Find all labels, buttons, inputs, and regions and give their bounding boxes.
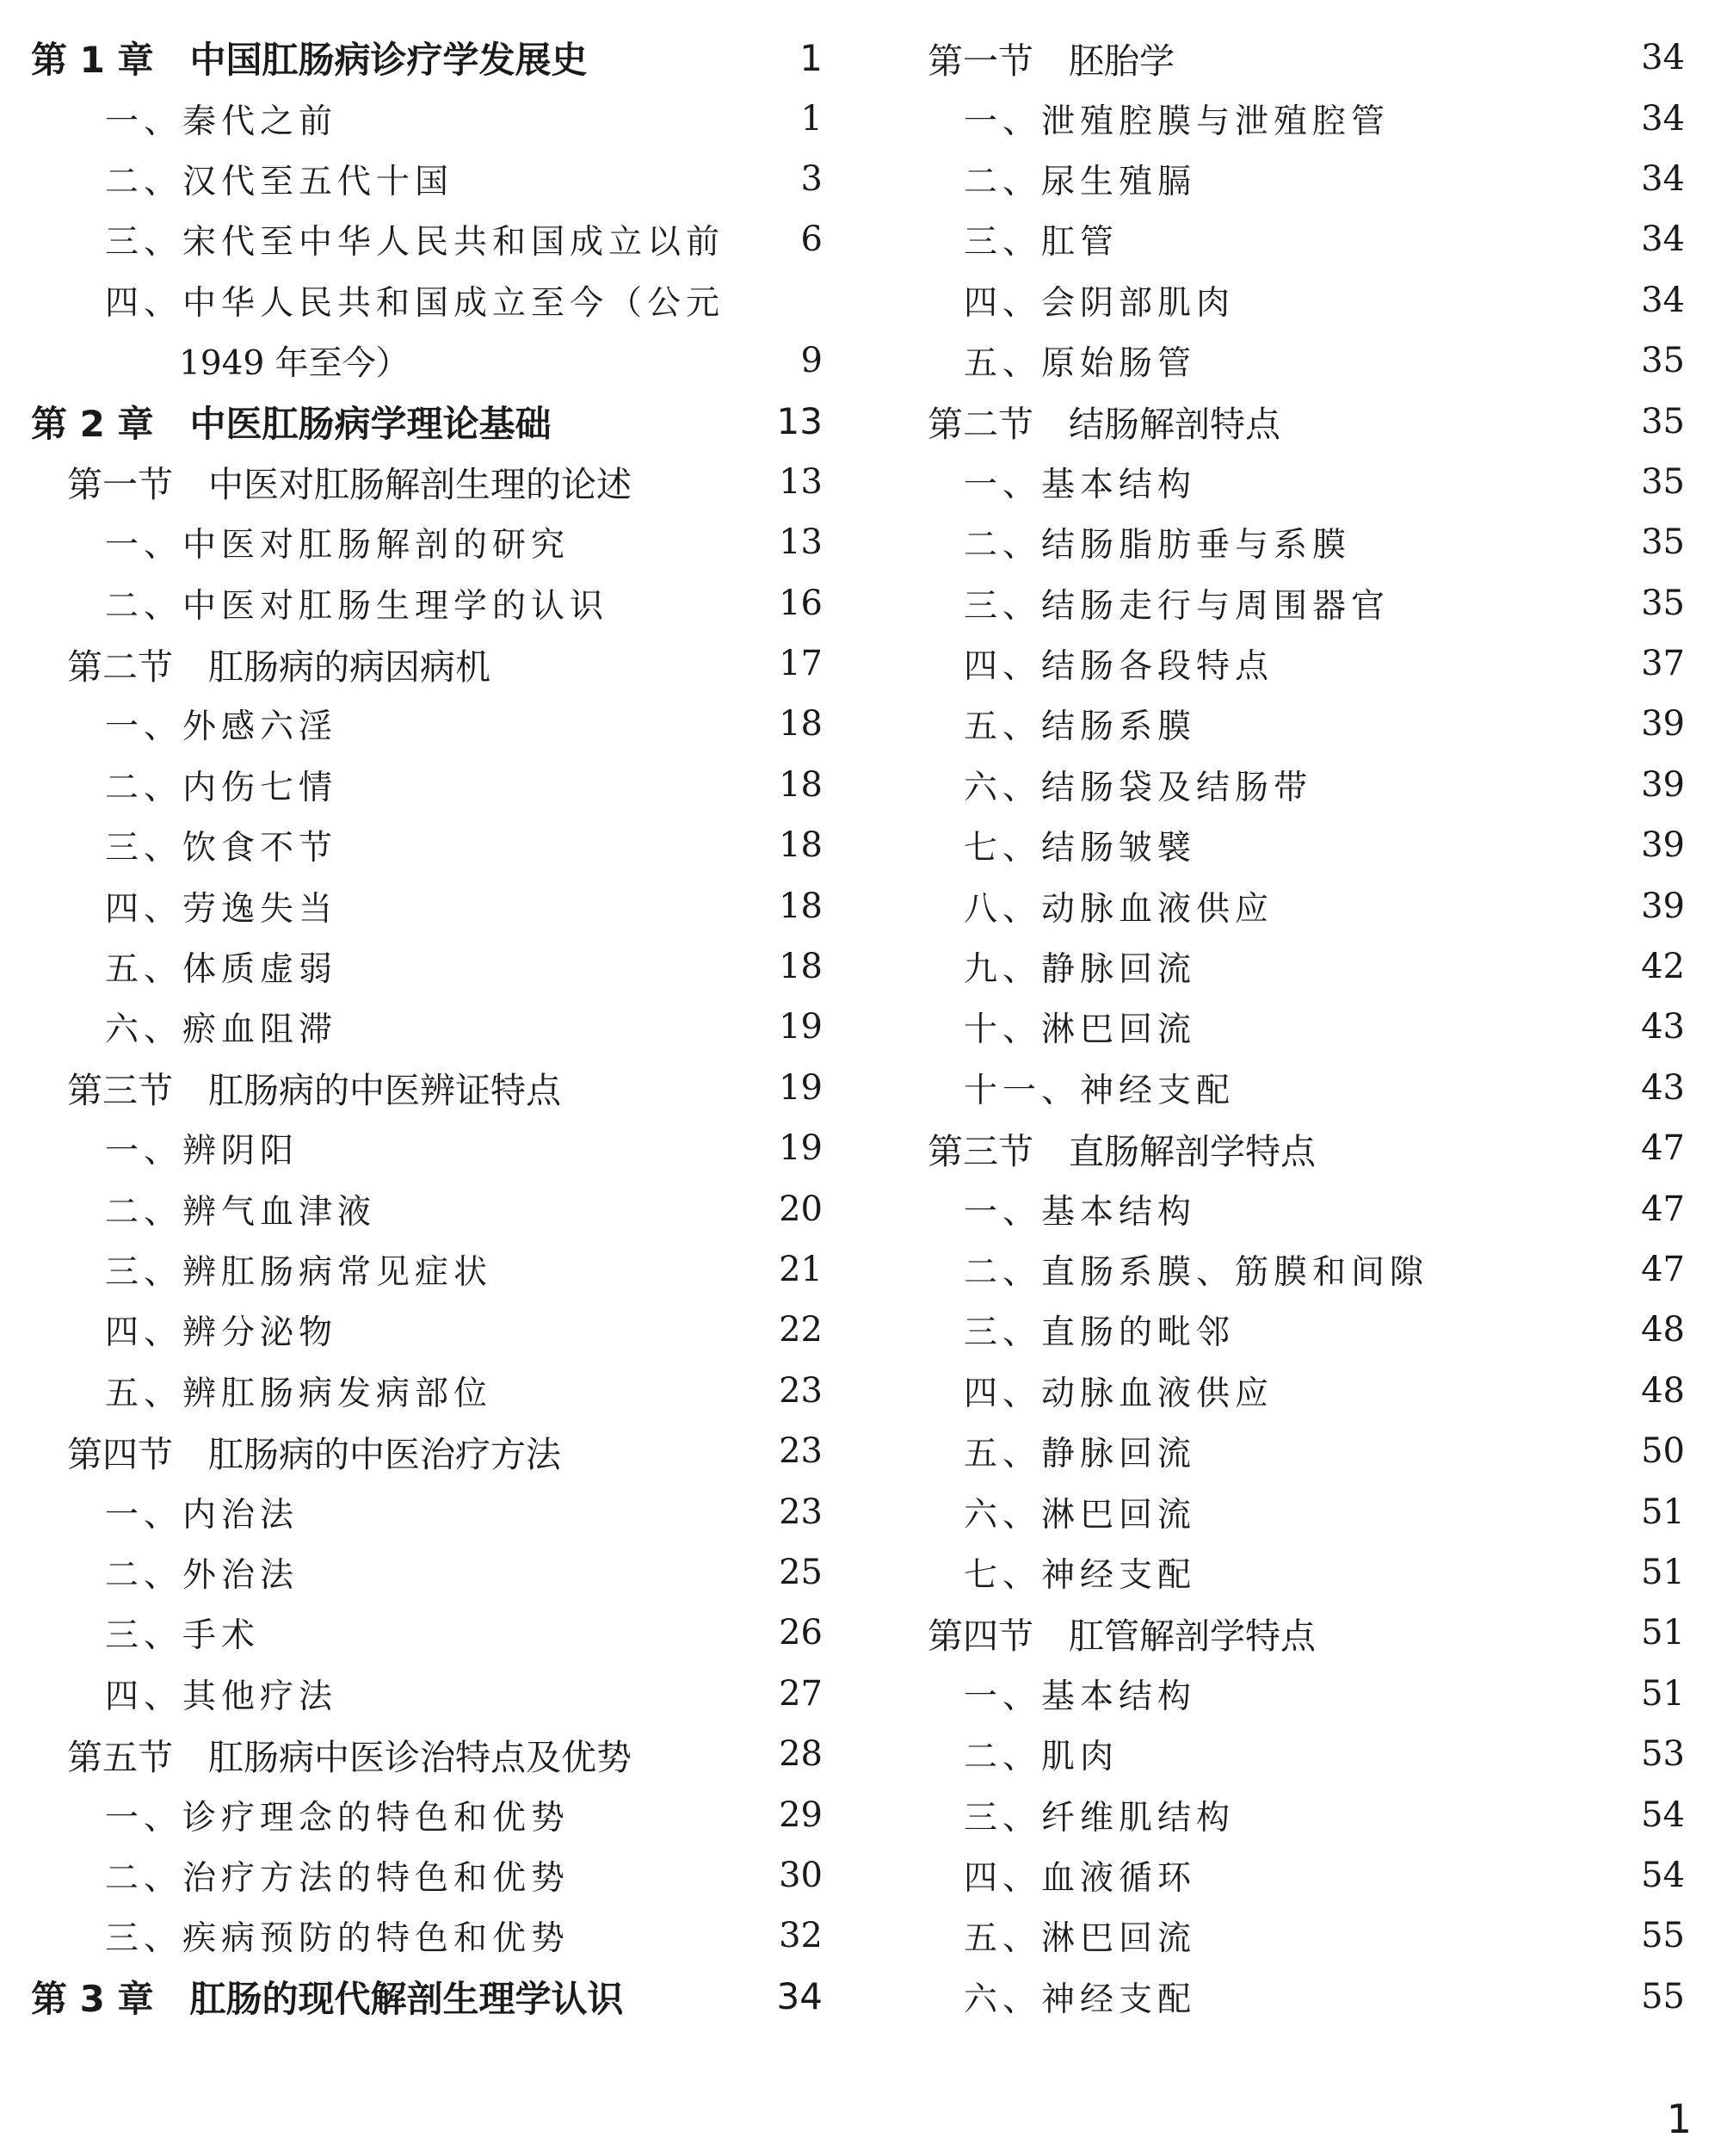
- toc-item-entry[interactable]: [31, 1906, 823, 1966]
- toc-entry-page: 55: [1641, 1916, 1685, 1956]
- toc-entry-title: 二、直肠系膜、筋膜和间隙: [964, 1253, 1429, 1292]
- toc-item-entry[interactable]: [928, 1481, 1685, 1541]
- toc-entry-page: 27: [779, 1673, 823, 1714]
- toc-item-entry[interactable]: [31, 512, 823, 572]
- toc-item-entry[interactable]: [31, 1239, 823, 1300]
- toc-item-entry[interactable]: [31, 1784, 823, 1844]
- toc-entry-title: 一、泄殖腔膜与泄殖腔管: [964, 102, 1391, 141]
- toc-item-entry[interactable]: [928, 1542, 1685, 1603]
- toc-item-entry[interactable]: [928, 1421, 1685, 1481]
- toc-item-entry[interactable]: [31, 573, 823, 633]
- toc-entry-title: 一、诊疗理念的特色和优势: [105, 1798, 571, 1838]
- toc-item-entry[interactable]: [31, 1542, 823, 1603]
- toc-entry-title: 七、神经支配: [964, 1555, 1197, 1595]
- toc-entry-page: 35: [1641, 522, 1685, 563]
- toc-entry-title: 五、静脉回流: [964, 1435, 1197, 1474]
- toc-entry-title: 三、疾病预防的特色和优势: [105, 1919, 571, 1959]
- toc-entry-title: 三、结肠走行与周围器官: [964, 586, 1391, 626]
- toc-chapter-entry[interactable]: [31, 28, 823, 88]
- toc-item-entry[interactable]: [928, 1664, 1685, 1724]
- toc-entry-page: 48: [1641, 1370, 1685, 1411]
- toc-item-entry[interactable]: [928, 1906, 1685, 1966]
- toc-section-entry[interactable]: [31, 633, 823, 694]
- toc-entry-title: 一、辨阴阳: [105, 1132, 299, 1171]
- toc-item-entry[interactable]: [31, 331, 823, 391]
- toc-entry-page: 20: [779, 1189, 823, 1229]
- toc-entry-title: 一、外感六淫: [105, 707, 338, 747]
- toc-item-entry[interactable]: [31, 755, 823, 815]
- toc-entry-page: 34: [1641, 98, 1685, 139]
- toc-entry-title: 1949 年至今）: [179, 344, 410, 384]
- toc-entry-page: 21: [779, 1250, 823, 1289]
- toc-entry-page: 51: [1641, 1552, 1685, 1592]
- toc-entry-title: 二、汉代至五代十国: [105, 162, 454, 201]
- toc-entry-title: 二、治疗方法的特色和优势: [105, 1858, 571, 1898]
- toc-entry-title: 二、尿生殖膈: [964, 162, 1197, 201]
- toc-entry-page: 18: [779, 704, 823, 744]
- toc-item-entry[interactable]: [928, 1178, 1685, 1239]
- toc-entry-title: 六、神经支配: [964, 1980, 1197, 2019]
- toc-entry-title: 五、结肠系膜: [964, 707, 1197, 747]
- toc-item-entry[interactable]: [31, 875, 823, 936]
- toc-entry-title: 八、动脉血液供应: [964, 889, 1274, 929]
- toc-entry-page: 47: [1641, 1128, 1685, 1169]
- toc-entry-page: 48: [1641, 1310, 1685, 1350]
- toc-entry-page: 39: [1641, 886, 1685, 926]
- toc-entry-page: 35: [1641, 401, 1685, 442]
- toc-item-entry[interactable]: [31, 270, 823, 331]
- toc-item-entry[interactable]: [928, 936, 1685, 997]
- toc-item-entry[interactable]: [928, 1845, 1685, 1906]
- toc-entry-title: 三、手术: [105, 1616, 261, 1656]
- toc-entry-page: 35: [1641, 583, 1685, 623]
- toc-entry-page: 18: [779, 886, 823, 926]
- toc-entry-title: 第二节 结肠解剖特点: [928, 404, 1280, 446]
- toc-section-entry[interactable]: [31, 1421, 823, 1481]
- toc-entry-page: 3: [800, 158, 823, 199]
- toc-entry-title: 三、直肠的毗邻: [964, 1313, 1236, 1353]
- toc-item-entry[interactable]: [928, 1967, 1685, 2027]
- toc-item-entry[interactable]: [928, 1058, 1685, 1118]
- toc-item-entry[interactable]: [31, 209, 823, 269]
- page-number: 1: [1666, 2096, 1692, 2142]
- toc-entry-page: 51: [1641, 1673, 1685, 1714]
- toc-entry-title: 五、体质虚弱: [105, 950, 338, 990]
- toc-section-entry[interactable]: [31, 1058, 823, 1118]
- toc-item-entry[interactable]: [31, 1481, 823, 1541]
- toc-entry-title: 六、淋巴回流: [964, 1495, 1197, 1535]
- toc-item-entry[interactable]: [928, 88, 1685, 148]
- toc-entry-page: 6: [800, 219, 823, 260]
- toc-entry-title: 第 2 章 中医肛肠病学理论基础: [31, 402, 552, 445]
- toc-item-entry[interactable]: [31, 1300, 823, 1360]
- toc-item-entry[interactable]: [31, 1178, 823, 1239]
- toc-entry-page: 13: [779, 522, 823, 563]
- toc-entry-title: 二、辨气血津液: [105, 1192, 377, 1232]
- toc-item-entry[interactable]: [928, 815, 1685, 875]
- toc-entry-page: 35: [1641, 461, 1685, 502]
- toc-entry-page: 34: [1641, 219, 1685, 260]
- toc-entry-page: 34: [1641, 280, 1685, 320]
- toc-entry-title: 六、结肠袋及结肠带: [964, 768, 1313, 807]
- toc-entry-page: 47: [1641, 1189, 1685, 1229]
- toc-item-entry[interactable]: [31, 88, 823, 148]
- toc-entry-title: 一、秦代之前: [105, 102, 338, 141]
- toc-section-entry[interactable]: [928, 391, 1685, 451]
- toc-item-entry[interactable]: [928, 997, 1685, 1057]
- toc-entry-page: 23: [779, 1492, 823, 1532]
- toc-entry-title: 四、会阴部肌肉: [964, 283, 1236, 323]
- toc-entry-page: 18: [779, 825, 823, 866]
- toc-right-column: [928, 28, 1685, 2027]
- toc-entry-title: 六、瘀血阻滞: [105, 1010, 338, 1050]
- toc-entry-page: 51: [1641, 1492, 1685, 1532]
- toc-entry-page: 23: [779, 1431, 823, 1472]
- toc-entry-title: 二、内伤七情: [105, 768, 338, 807]
- toc-entry-page: 13: [779, 461, 823, 502]
- toc-entry-title: 十一、神经支配: [964, 1071, 1236, 1110]
- toc-entry-page: 39: [1641, 704, 1685, 744]
- toc-item-entry[interactable]: [31, 1845, 823, 1906]
- toc-entry-title: 第五节 肛肠病中医诊治特点及优势: [67, 1736, 632, 1778]
- toc-section-entry[interactable]: [928, 1118, 1685, 1178]
- toc-entry-title: 二、肌肉: [964, 1738, 1120, 1777]
- toc-entry-page: 37: [1641, 644, 1685, 684]
- toc-entry-title: 第四节 肛肠病的中医治疗方法: [67, 1433, 561, 1475]
- toc-left-column: [31, 28, 823, 2027]
- toc-entry-title: 第 1 章 中国肛肠病诊疗学发展史: [31, 39, 588, 82]
- toc-entry-title: 十、淋巴回流: [964, 1010, 1197, 1050]
- toc-entry-title: 第三节 肛肠病的中医辨证特点: [67, 1070, 561, 1112]
- toc-entry-title: 三、肛管: [964, 223, 1120, 263]
- toc-entry-page: 34: [1641, 38, 1685, 78]
- toc-item-entry[interactable]: [928, 452, 1685, 512]
- toc-item-entry[interactable]: [928, 331, 1685, 391]
- toc-entry-title: 第四节 肛管解剖学特点: [928, 1615, 1316, 1657]
- toc-entry-title: 二、中医对肛肠生理学的认识: [105, 586, 609, 626]
- toc-entry-page: 39: [1641, 764, 1685, 805]
- toc-item-entry[interactable]: [31, 1361, 823, 1421]
- toc-entry-page: 51: [1641, 1613, 1685, 1653]
- toc-item-entry[interactable]: [928, 1300, 1685, 1360]
- toc-entry-title: 三、辨肛肠病常见症状: [105, 1253, 493, 1292]
- toc-entry-page: 1: [800, 98, 823, 139]
- toc-entry-title: 四、辨分泌物: [105, 1313, 338, 1353]
- toc-entry-page: 50: [1641, 1431, 1685, 1472]
- toc-entry-page: 43: [1641, 1007, 1685, 1047]
- toc-entry-title: 二、外治法: [105, 1555, 299, 1595]
- toc-section-entry[interactable]: [928, 1603, 1685, 1663]
- toc-entry-page: 34: [1641, 158, 1685, 199]
- toc-entry-title: 五、辨肛肠病发病部位: [105, 1374, 493, 1413]
- toc-entry-page: 54: [1641, 1795, 1685, 1835]
- toc-entry-title: 四、动脉血液供应: [964, 1374, 1274, 1413]
- toc-item-entry[interactable]: [928, 694, 1685, 754]
- toc-entry-title: 五、原始肠管: [964, 344, 1197, 384]
- toc-entry-page: 17: [779, 644, 823, 684]
- toc-entry-title: 四、结肠各段特点: [964, 647, 1274, 687]
- toc-item-entry[interactable]: [928, 1724, 1685, 1784]
- toc-entry-page: 23: [779, 1370, 823, 1411]
- toc-entry-page: 47: [1641, 1250, 1685, 1289]
- toc-item-entry[interactable]: [928, 875, 1685, 936]
- toc-item-entry[interactable]: [928, 573, 1685, 633]
- toc-item-entry[interactable]: [31, 149, 823, 209]
- toc-entry-title: 七、结肠皱襞: [964, 829, 1197, 868]
- toc-entry-page: 18: [779, 947, 823, 987]
- toc-entry-page: 28: [779, 1734, 823, 1775]
- toc-entry-title: 第一节 胚胎学: [928, 40, 1175, 82]
- toc-entry-title: 一、基本结构: [964, 1677, 1197, 1716]
- toc-entry-title: 四、血液循环: [964, 1858, 1197, 1898]
- toc-item-entry[interactable]: [31, 694, 823, 754]
- toc-entry-page: 30: [779, 1855, 823, 1895]
- toc-item-entry[interactable]: [31, 1664, 823, 1724]
- toc-entry-title: 一、中医对肛肠解剖的研究: [105, 526, 571, 565]
- toc-item-entry[interactable]: [31, 1603, 823, 1663]
- toc-entry-page: 26: [779, 1613, 823, 1653]
- toc-entry-title: 第一节 中医对肛肠解剖生理的论述: [67, 464, 632, 506]
- toc-entry-page: 53: [1641, 1734, 1685, 1775]
- toc-entry-page: 55: [1641, 1976, 1685, 2017]
- toc-entry-page: 9: [800, 341, 823, 381]
- toc-entry-title: 三、宋代至中华人民共和国成立以前: [105, 223, 725, 263]
- toc-entry-title: 五、淋巴回流: [964, 1919, 1197, 1959]
- toc-item-entry[interactable]: [928, 1239, 1685, 1300]
- toc-section-entry[interactable]: [928, 28, 1685, 88]
- toc-item-entry[interactable]: [31, 815, 823, 875]
- toc-section-entry[interactable]: [31, 452, 823, 512]
- toc-item-entry[interactable]: [928, 633, 1685, 694]
- toc-chapter-entry[interactable]: [31, 1967, 823, 2027]
- toc-entry-page: 42: [1641, 947, 1685, 987]
- toc-item-entry[interactable]: [928, 149, 1685, 209]
- toc-item-entry[interactable]: [928, 512, 1685, 572]
- toc-entry-title: 九、静脉回流: [964, 950, 1197, 990]
- toc-item-entry[interactable]: [31, 997, 823, 1057]
- toc-entry-page: 19: [779, 1067, 823, 1108]
- toc-entry-page: 43: [1641, 1067, 1685, 1108]
- toc-entry-title: 第三节 直肠解剖学特点: [928, 1130, 1316, 1172]
- toc-entry-title: 三、饮食不节: [105, 829, 338, 868]
- toc-entry-page: 22: [779, 1310, 823, 1350]
- toc-entry-page: 18: [779, 764, 823, 805]
- toc-entry-page: 32: [779, 1916, 823, 1956]
- toc-entry-page: 1: [799, 36, 823, 79]
- toc-entry-title: 四、其他疗法: [105, 1677, 338, 1716]
- toc-entry-title: 三、纤维肌结构: [964, 1798, 1236, 1838]
- toc-item-entry[interactable]: [928, 755, 1685, 815]
- toc-item-entry[interactable]: [31, 1118, 823, 1178]
- toc-entry-page: 35: [1641, 341, 1685, 381]
- toc-entry-page: 19: [779, 1128, 823, 1169]
- toc-entry-title: 一、基本结构: [964, 1192, 1197, 1232]
- toc-entry-title: 第二节 肛肠病的病因病机: [67, 646, 490, 688]
- toc-item-entry[interactable]: [31, 936, 823, 997]
- toc-entry-title: 一、基本结构: [964, 465, 1197, 504]
- toc-entry-page: 54: [1641, 1855, 1685, 1895]
- toc-entry-title: 四、中华人民共和国成立至今（公元: [105, 283, 725, 323]
- toc-entry-title: 第 3 章 肛肠的现代解剖生理学认识: [31, 1977, 624, 2020]
- toc-entry-page: 39: [1641, 825, 1685, 866]
- toc-item-entry[interactable]: [928, 209, 1685, 269]
- toc-entry-page: 29: [779, 1795, 823, 1835]
- toc-section-entry[interactable]: [31, 1724, 823, 1784]
- toc-item-entry[interactable]: [928, 270, 1685, 331]
- toc-entry-title: 二、结肠脂肪垂与系膜: [964, 526, 1352, 565]
- toc-entry-page: 34: [776, 1975, 823, 2018]
- toc-entry-title: 四、劳逸失当: [105, 889, 338, 929]
- toc-entry-page: 13: [776, 400, 823, 443]
- toc-entry-title: 一、内治法: [105, 1495, 299, 1535]
- toc-entry-page: 16: [779, 583, 823, 623]
- toc-entry-page: 19: [779, 1007, 823, 1047]
- toc-entry-page: 25: [779, 1552, 823, 1592]
- toc-item-entry[interactable]: [928, 1784, 1685, 1844]
- toc-item-entry[interactable]: [928, 1361, 1685, 1421]
- toc-chapter-entry[interactable]: [31, 391, 823, 451]
